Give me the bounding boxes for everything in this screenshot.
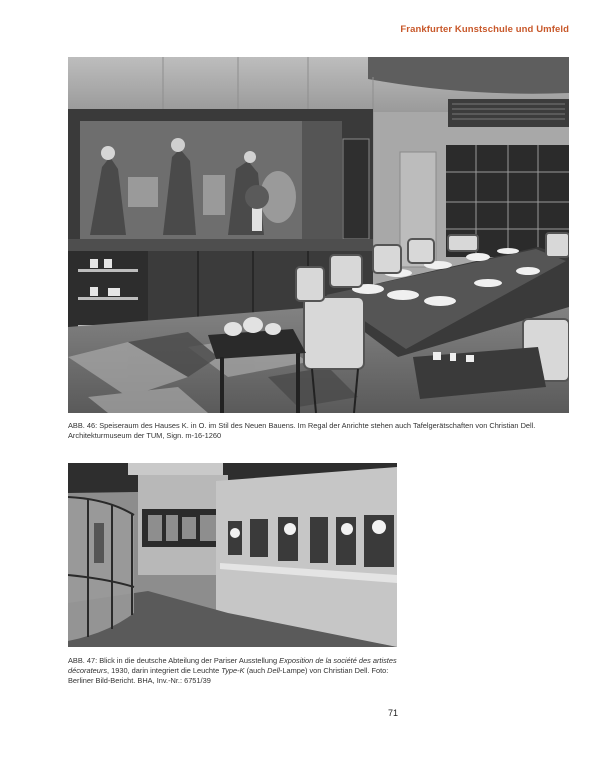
figure-46-caption: ABB. 46: Speiseraum des Hauses K. in O. im Stil des Neuen Bauens. Im Regal der Anrichte stehen auch Tafelgerätschaften von Christian Dell. Architekturmuseum der TUM, Sign. m-16-1260	[68, 421, 536, 440]
caption-lamp-name: Dell	[267, 666, 280, 675]
caption-prefix: ABB. 47: Blick in die deutsche Abteilung der Pariser Ausstellung	[68, 656, 280, 665]
caption-mid-2: (auch	[244, 666, 268, 675]
caption-suffix: -Lampe) von Christian Dell. Foto: Berliner Bild-Bericht. BHA, Inv.-Nr.: 6751/39	[68, 666, 389, 685]
caption-mid: , 1930, darin integriert die Leuchte	[107, 666, 222, 675]
page-number: 71	[388, 708, 399, 718]
caption-lamp-type: Type-K	[221, 666, 245, 675]
caption-exhibition-title: Exposition de la société des artistes décorateurs	[68, 656, 397, 675]
dining-room-photo	[68, 57, 569, 413]
running-head: Frankfurter Kunstschule und Umfeld	[400, 24, 569, 35]
figure-47-caption	[68, 656, 403, 686]
exhibition-photo	[68, 463, 397, 647]
